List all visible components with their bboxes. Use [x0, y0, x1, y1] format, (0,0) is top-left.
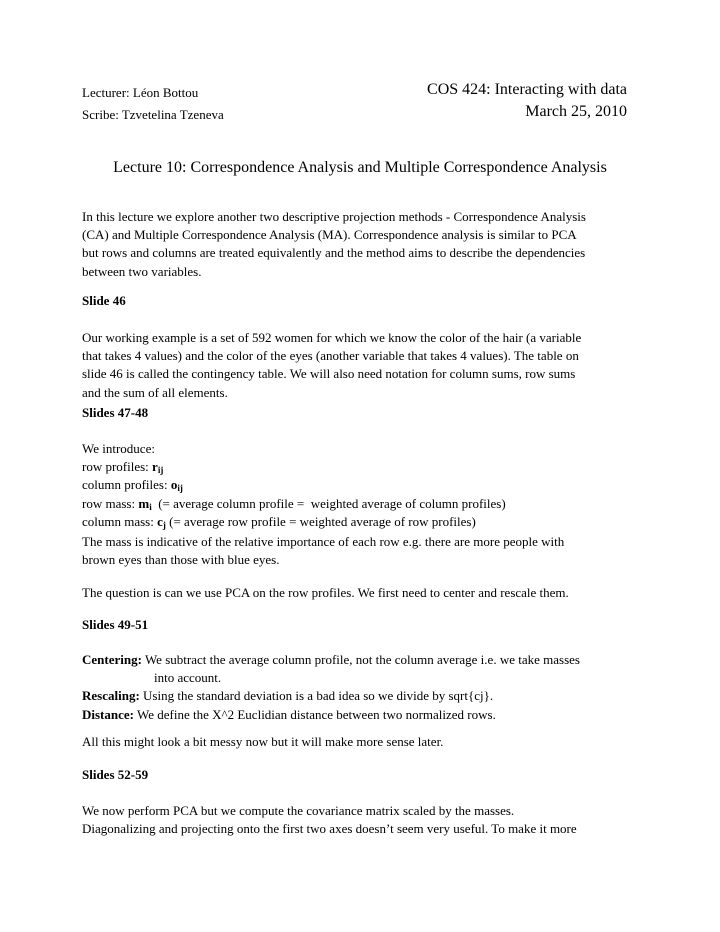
slides-52-59-paragraph: We now perform PCA but we compute the covariance matrix scaled by the masses. Diagonalizing and projecting onto the first two axes doesn’t seem very useful. To make it more: [82, 803, 577, 837]
header-row-2: [82, 103, 627, 124]
centering-line: Centering: We subtract the average column profile, not the column average i.e. we take masses: [82, 652, 580, 667]
row-mass-line: row mass: $m_i$ (= average column profile = weighted average of column profiles): [82, 495, 506, 512]
slides-49-51-definitions: Centering: We subtract the average column profile, not the column average i.e. we take masses into account. Rescaling: Using the standard deviation is a bad idea so we divide by sqrt{cj}. Distance: We define the X^2 Euclidian distance between two normalized rows.: [82, 651, 642, 724]
heading-slides-47-48: Slides 47-48: [82, 405, 149, 420]
slide-46-paragraph: Our working example is a set of 592 women for which we know the color of the hair (a variable that takes 4 values) and the color of the eyes (another variable that takes 4 values). The table on slide 46 is called the contingency table. We will also need notation for column sums, row sums and the sum of all elements.: [82, 330, 582, 400]
intro-paragraph: In this lecture we explore another two descriptive projection methods - Correspondence Analysis (CA) and Multiple Correspondence Analysis (MA). Correspondence analysis is similar to PCA but rows and columns are treated equivalently and the method aims to describe the dependencies between two variables.: [82, 209, 586, 279]
heading-slides-49-51: Slides 49-51: [82, 617, 149, 632]
column-mass-line: column mass: $c_j$ (= average row profile = weighted average of row profiles): [82, 513, 476, 530]
lecturer: Lecturer: Léon Bottou: [82, 85, 199, 100]
messy-paragraph: All this might look a bit messy now but it will make more sense later.: [82, 734, 444, 749]
distance-line: Distance: We define the X^2 Euclidian distance between two normalized rows.: [82, 706, 496, 722]
lecture-title: Lecture 10: Correspondence Analysis and Multiple Correspondence Analysis: [113, 159, 607, 176]
heading-slides-52-59: Slides 52-59: [82, 767, 149, 782]
lecture-date: March 25, 2010: [525, 103, 627, 120]
scribe: Scribe: Tzvetelina Tzeneva: [82, 107, 224, 122]
heading-slide-46: Slide 46: [82, 293, 126, 308]
rescaling-line: Rescaling: Using the standard deviation is a bad idea so we divide by sqrt{cj}.: [82, 688, 494, 704]
slides-47-48-definitions: We introduce: row profiles: $r_{ij}$ column profiles: $o_{ij}$ row mass: $m_i$ (= average column profile = weighted average of column profiles) column mass: $c_j$ (= average row profile = weighted average of row profiles): [82, 440, 642, 531]
mass-paragraph: The mass is indicative of the relative importance of each row e.g. there are more people with brown eyes than those with blue eyes.: [82, 534, 565, 568]
column-profiles-line: column profiles: $o_{ij}$: [82, 477, 183, 494]
course-title: COS 424: Interacting with data: [427, 81, 627, 98]
header-row-1: [82, 81, 627, 102]
question-paragraph: The question is can we use PCA on the row profiles. We first need to center and rescale them.: [82, 585, 569, 600]
row-profiles-line: row profiles: $r_{ij}$: [82, 459, 164, 476]
